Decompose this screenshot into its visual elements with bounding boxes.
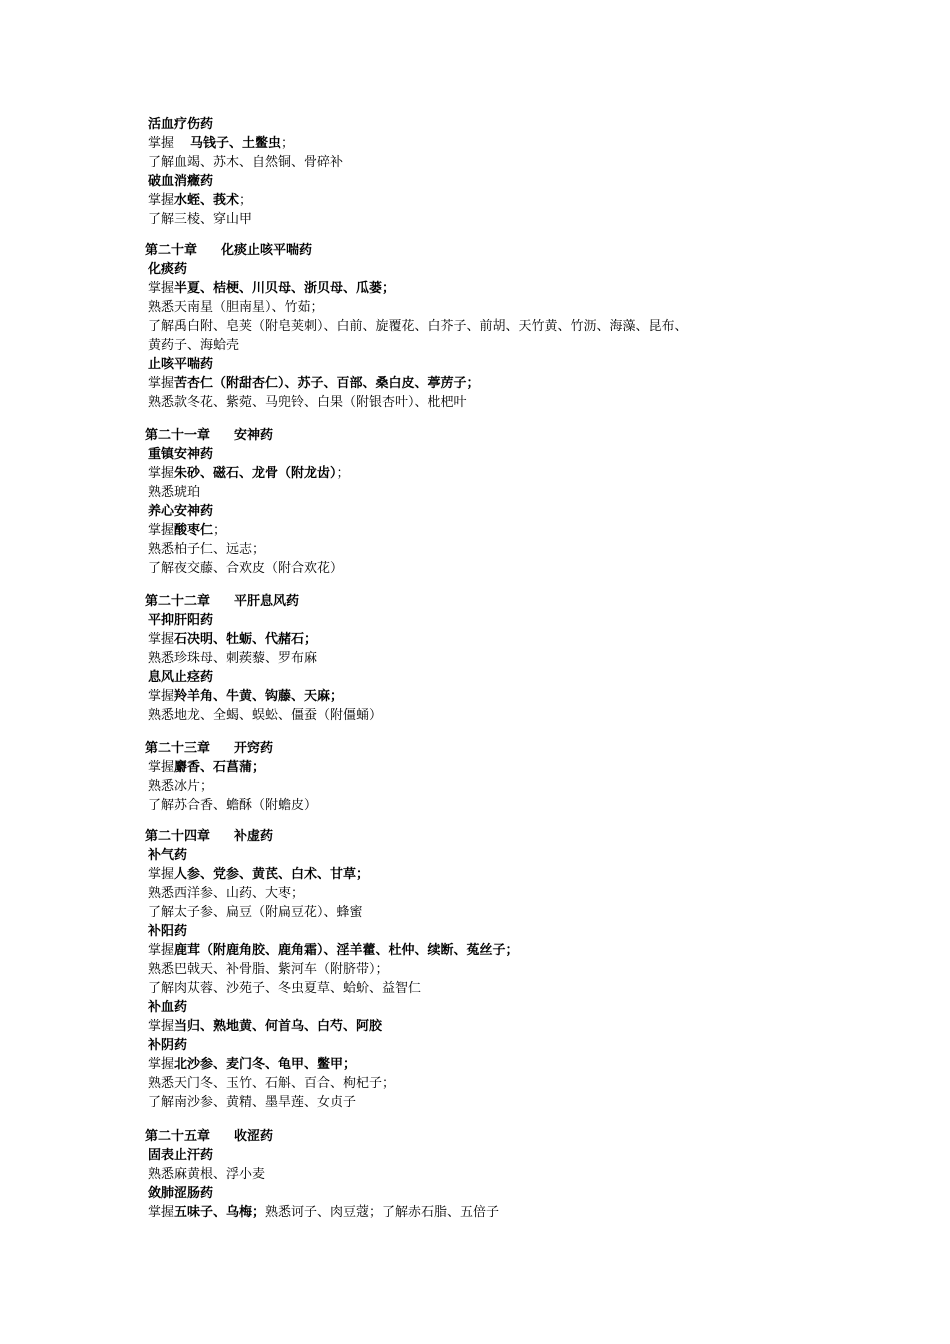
text-line — [148, 191, 252, 210]
chapter-title — [145, 426, 273, 445]
label: 掌握 — [148, 281, 175, 296]
text-line — [148, 687, 343, 706]
text-line: 熟悉冰片； — [148, 779, 214, 794]
label: 掌握 — [148, 523, 175, 538]
text-line — [148, 865, 369, 884]
text-line — [148, 134, 294, 153]
drug-list: 鹿茸（附鹿角胶、鹿角霜）、淫羊藿、杜仲、续断、菟丝子； — [174, 943, 519, 958]
section-heading: 补气药 — [148, 848, 188, 863]
drug-list: 朱砂、磁石、龙骨（附龙齿） — [174, 466, 337, 481]
chapter-number: 第二十五章 — [145, 1129, 211, 1144]
chapter-name: 补虚药 — [234, 829, 274, 844]
label: 掌握 — [148, 689, 175, 704]
text-line — [148, 758, 265, 777]
label: 掌握 — [148, 1057, 175, 1072]
section-heading: 息风止痉药 — [148, 670, 214, 685]
text-line — [148, 374, 480, 393]
chapter-title — [145, 241, 312, 260]
text-line — [148, 1203, 499, 1222]
drug-list: 人参、党参、黄芪、白术、甘草； — [174, 867, 370, 882]
text-line: 黄药子、海蛤壳 — [148, 338, 240, 353]
drug-list: 麝香、石菖蒲； — [174, 760, 266, 775]
text-line — [148, 464, 350, 483]
chapter-number: 第二十二章 — [145, 594, 211, 609]
text-line: 熟悉款冬花、紫菀、马兜铃、白果（附银杏叶）、枇杷叶 — [148, 395, 467, 410]
section-heading: 重镇安神药 — [148, 447, 214, 462]
text-line: 了解肉苁蓉、沙苑子、冬虫夏草、蛤蚧、益智仁 — [148, 981, 422, 996]
chapter-number: 第二十三章 — [145, 741, 211, 756]
text-line: 熟悉柏子仁、远志； — [148, 542, 266, 557]
punct: ； — [239, 193, 253, 208]
text-line: 熟悉天南星（胆南星）、竹茹； — [148, 300, 324, 315]
text-line: 了解南沙参、黄精、墨旱莲、女贞子 — [148, 1095, 357, 1110]
label: 掌握 — [148, 136, 175, 151]
text-line — [148, 521, 226, 540]
chapter-name: 化痰止咳平喘药 — [221, 243, 313, 258]
text-line: 熟悉西洋参、山药、大枣； — [148, 886, 305, 901]
chapter-title — [145, 1127, 273, 1146]
section-heading: 敛肺涩肠药 — [148, 1186, 214, 1201]
section-heading: 破血消癥药 — [148, 174, 214, 189]
section-heading: 养心安神药 — [148, 504, 214, 519]
text-line: 了解禹白附、皂荚（附皂荚刺）、白前、旋覆花、白芥子、前胡、天竹黄、竹沥、海藻、昆布、 — [148, 319, 688, 334]
text-span: 熟悉诃子、肉豆蔻；了解赤石脂、五倍子 — [265, 1205, 500, 1220]
punct: ； — [213, 523, 227, 538]
drug-list: 当归、熟地黄、何首乌、白芍、阿胶 — [174, 1019, 383, 1034]
chapter-name: 安神药 — [234, 428, 274, 443]
drug-list: 酸枣仁 — [174, 523, 214, 538]
drug-list: 半夏、桔梗、川贝母、浙贝母、瓜蒌； — [174, 281, 396, 296]
text-line: 了解夜交藤、合欢皮（附合欢花） — [148, 561, 344, 576]
label: 掌握 — [148, 376, 175, 391]
drug-list: 苦杏仁（附甜杏仁）、苏子、百部、桑白皮、葶苈子； — [174, 376, 480, 391]
label: 掌握 — [148, 1205, 175, 1220]
section-heading: 补阳药 — [148, 924, 188, 939]
text-line: 了解苏合香、蟾酥（附蟾皮） — [148, 798, 318, 813]
chapter-name: 收涩药 — [234, 1129, 274, 1144]
label: 掌握 — [148, 193, 175, 208]
label: 掌握 — [148, 867, 175, 882]
label: 掌握 — [148, 760, 175, 775]
text-line: 熟悉麻黄根、浮小麦 — [148, 1167, 266, 1182]
text-line: 了解太子参、扁豆（附扁豆花）、蜂蜜 — [148, 905, 363, 920]
label: 掌握 — [148, 466, 175, 481]
punct: ； — [281, 136, 295, 151]
drug-list: 五味子、乌梅； — [174, 1205, 266, 1220]
drug-list: 石决明、牡蛎、代赭石； — [174, 632, 318, 647]
chapter-title — [145, 739, 273, 758]
section-heading: 止咳平喘药 — [148, 357, 214, 372]
label: 掌握 — [148, 943, 175, 958]
text-line: 熟悉巴戟天、补骨脂、紫河车（附脐带）； — [148, 962, 389, 977]
drug-list: 水蛭、莪术 — [174, 193, 240, 208]
label: 掌握 — [148, 632, 175, 647]
chapter-name: 开窍药 — [234, 741, 274, 756]
chapter-number: 第二十章 — [145, 243, 198, 258]
text-line: 熟悉天门冬、玉竹、石斛、百合、枸杞子； — [148, 1076, 396, 1091]
section-heading: 补血药 — [148, 1000, 188, 1015]
drug-list: 羚羊角、牛黄、钩藤、天麻； — [174, 689, 344, 704]
section-heading: 平抑肝阳药 — [148, 613, 214, 628]
section-heading: 固表止汗药 — [148, 1148, 214, 1163]
drug-list: 北沙参、麦门冬、龟甲、鳖甲； — [174, 1057, 357, 1072]
text-line: 熟悉琥珀 — [148, 485, 201, 500]
label: 掌握 — [148, 1019, 175, 1034]
chapter-title — [145, 592, 299, 611]
section-heading: 活血疗伤药 — [148, 117, 214, 132]
chapter-number: 第二十一章 — [145, 428, 211, 443]
text-line: 了解三棱、穿山甲 — [148, 212, 253, 227]
chapter-name: 平肝息风药 — [234, 594, 300, 609]
text-line: 了解血竭、苏木、自然铜、骨碎补 — [148, 155, 344, 170]
drug-list: 马钱子、土鳖虫 — [190, 136, 282, 151]
text-line — [148, 1017, 382, 1036]
text-line: 熟悉地龙、全蝎、蜈蚣、僵蚕（附僵蛹） — [148, 708, 383, 723]
text-line — [148, 279, 395, 298]
text-line — [148, 941, 519, 960]
chapter-number: 第二十四章 — [145, 829, 211, 844]
text-line — [148, 630, 317, 649]
text-line: 熟悉珍珠母、刺蒺藜、罗布麻 — [148, 651, 318, 666]
text-line — [148, 1055, 356, 1074]
section-heading: 补阴药 — [148, 1038, 188, 1053]
punct: ； — [336, 466, 350, 481]
section-heading: 化痰药 — [148, 262, 188, 277]
chapter-title — [145, 827, 273, 846]
